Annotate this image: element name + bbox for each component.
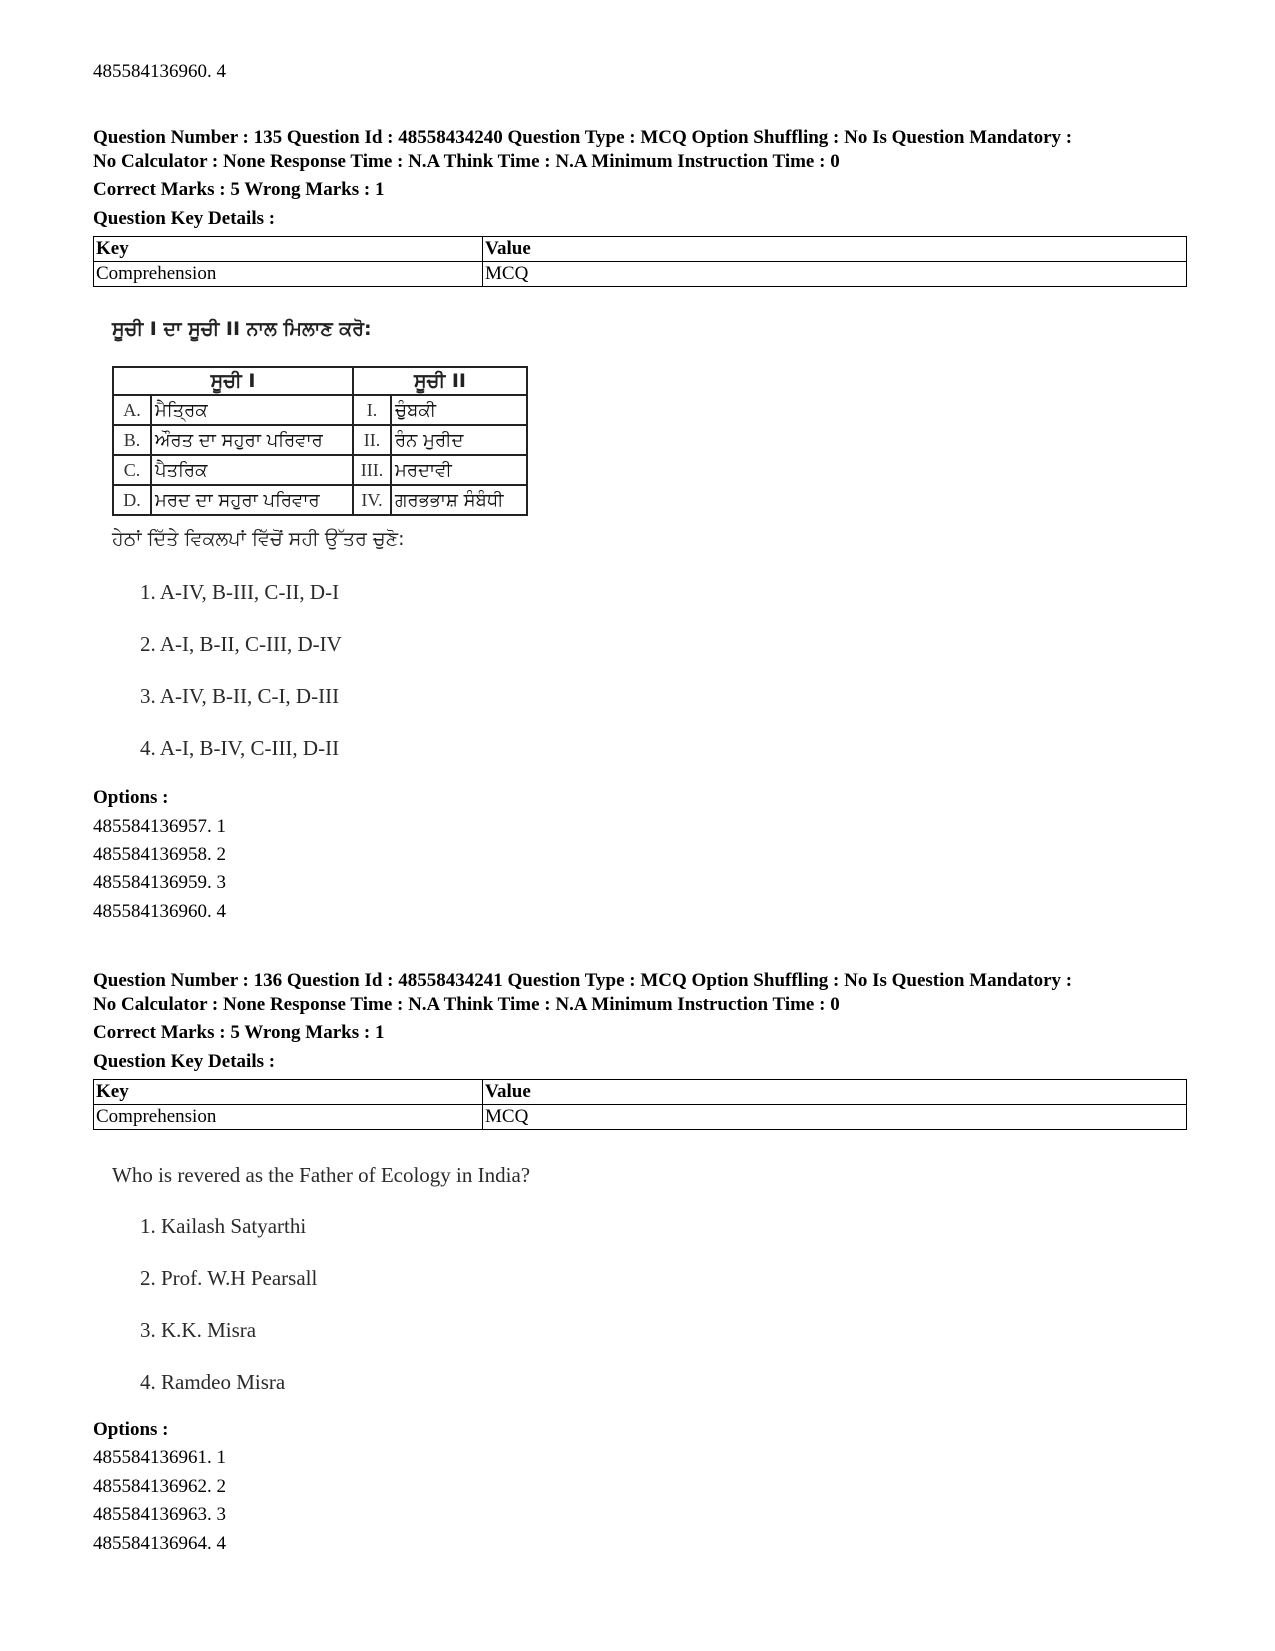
key-header: Key	[94, 1080, 483, 1105]
table-row	[94, 1105, 1187, 1130]
key-cell: Comprehension	[94, 1105, 483, 1130]
value-header: Value	[483, 237, 1187, 262]
option-line: 485584136962. 2	[93, 1476, 226, 1497]
value-header: Value	[483, 1080, 1187, 1105]
key-header: Key	[94, 237, 483, 262]
value-cell: MCQ	[483, 1105, 1187, 1130]
row-letter: C.	[113, 455, 151, 485]
row-numeral: I.	[353, 395, 391, 425]
key-details-table	[93, 1079, 1187, 1130]
option-line: 485584136957. 1	[93, 816, 226, 837]
row-numeral: III.	[353, 455, 391, 485]
option-line: 485584136960. 4	[93, 61, 226, 82]
list1-item: ਮੈਤ੍ਰਿਕ	[151, 395, 353, 425]
list1-header: ਸੂਚੀ I	[113, 367, 353, 395]
answer-choice: 3. A-IV, B-II, C-I, D-III	[140, 684, 340, 708]
question-header-line2: No Calculator : None Response Time : N.A Think Time : N.A Minimum Instruction Time : 0	[93, 151, 840, 172]
row-numeral: II.	[353, 425, 391, 455]
marks-line: Correct Marks : 5 Wrong Marks : 1	[93, 1022, 385, 1043]
key-details-table	[93, 236, 1187, 287]
option-line: 485584136958. 2	[93, 844, 226, 865]
option-line: 485584136964. 4	[93, 1533, 226, 1554]
instruction-text: ਹੇਠਾਂ ਦਿੱਤੇ ਵਿਕਲਪਾਂ ਵਿੱਚੋਂ ਸਹੀ ਉੱਤਰ ਚੁਣੋ:	[112, 528, 405, 550]
answer-choice: 3. K.K. Misra	[140, 1318, 257, 1342]
answer-choice: 2. A-I, B-II, C-III, D-IV	[140, 632, 342, 656]
row-letter: B.	[113, 425, 151, 455]
question-text: Who is revered as the Father of Ecology in India?	[112, 1163, 531, 1187]
option-line: 485584136960. 4	[93, 901, 226, 922]
table-row	[113, 485, 527, 515]
option-line: 485584136959. 3	[93, 872, 226, 893]
table-row	[113, 395, 527, 425]
question-prompt: ਸੂਚੀ I ਦਾ ਸੂਚੀ II ਨਾਲ ਮਿਲਾਣ ਕਰੋ:	[112, 318, 372, 340]
key-cell: Comprehension	[94, 262, 483, 287]
option-line: 485584136963. 3	[93, 1504, 226, 1525]
table-row	[94, 262, 1187, 287]
key-details-label: Question Key Details :	[93, 1051, 276, 1072]
answer-choice: 1. Kailash Satyarthi	[140, 1214, 307, 1238]
row-letter: A.	[113, 395, 151, 425]
question-header-line2: No Calculator : None Response Time : N.A Think Time : N.A Minimum Instruction Time : 0	[93, 994, 840, 1015]
list2-item: ਗਰਭਭਾਸ਼ ਸੰਬੰਧੀ	[391, 485, 527, 515]
list2-item: ਚੁੰਬਕੀ	[391, 395, 527, 425]
list1-item: ਮਰਦ ਦਾ ਸਹੁਰਾ ਪਰਿਵਾਰ	[151, 485, 353, 515]
list1-item: ਔਰਤ ਦਾ ਸਹੁਰਾ ਪਰਿਵਾਰ	[151, 425, 353, 455]
list2-item: ਮਰਦਾਵੀ	[391, 455, 527, 485]
table-row	[94, 1080, 1187, 1105]
answer-choice: 4. Ramdeo Misra	[140, 1370, 286, 1394]
list2-item: ਰੰਨ ਮੁਰੀਦ	[391, 425, 527, 455]
row-letter: D.	[113, 485, 151, 515]
match-list-table	[112, 366, 528, 516]
answer-choice: 2. Prof. W.H Pearsall	[140, 1266, 318, 1290]
list1-item: ਪੈਤਰਿਕ	[151, 455, 353, 485]
answer-choice: 1. A-IV, B-III, C-II, D-I	[140, 580, 340, 604]
marks-line: Correct Marks : 5 Wrong Marks : 1	[93, 179, 385, 200]
key-details-label: Question Key Details :	[93, 208, 276, 229]
row-numeral: IV.	[353, 485, 391, 515]
value-cell: MCQ	[483, 262, 1187, 287]
list2-header: ਸੂਚੀ II	[353, 367, 527, 395]
answer-choice: 4. A-I, B-IV, C-III, D-II	[140, 736, 340, 760]
table-row	[113, 367, 527, 395]
table-row	[113, 425, 527, 455]
table-row	[94, 237, 1187, 262]
option-line: 485584136961. 1	[93, 1447, 226, 1468]
options-label: Options :	[93, 1419, 169, 1440]
question-header-line1: Question Number : 136 Question Id : 48558434241 Question Type : MCQ Option Shuffling : No Is Question Mandatory :	[93, 970, 1073, 991]
options-label: Options :	[93, 787, 169, 808]
table-row	[113, 455, 527, 485]
question-header-line1: Question Number : 135 Question Id : 48558434240 Question Type : MCQ Option Shuffling : No Is Question Mandatory :	[93, 127, 1073, 148]
